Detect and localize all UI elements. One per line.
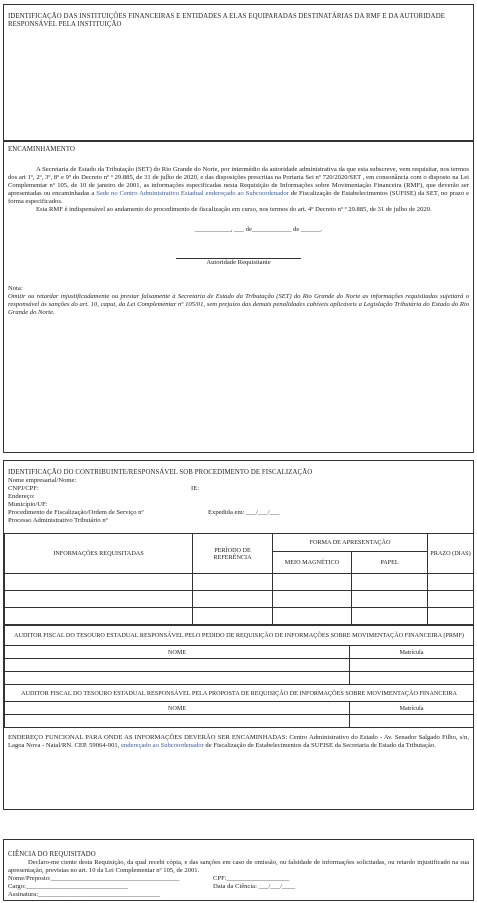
forwarding-paragraph-2: Esta RMF é indispensável ao andamento do procedimento de fiscalização em curso, nos termos do art. 4º Decreto nº º 29.885, de 31 de julho de 2020. [36, 206, 432, 213]
col-reference-period: PERÍODO DE REFERÊNCIA [193, 534, 273, 574]
cargo-field[interactable]: Cargo:_______________________________ [8, 883, 129, 890]
date-line: ___________, ___ de____________ de ______. [194, 226, 323, 233]
preposto-field[interactable]: Nome/Preposto:_______________________________________ [8, 875, 180, 882]
table-row [5, 591, 474, 608]
address-field: Endereço: [8, 493, 35, 500]
col-deadline-days: PRAZO (DIAS) [428, 534, 474, 574]
auditor-prmf-name-header: NOME [5, 646, 350, 659]
forwarding-section [3, 141, 474, 453]
col-paper: PAPEL [352, 552, 428, 574]
procedure-row [8, 509, 469, 517]
institution-title: IDENTIFICAÇÃO DAS INSTITUIÇÕES FINANCEIRAS E ENTIDADES A ELAS EQUIPARADAS DESTINATÁRIAS DA RMF E DA AUTORIDADE RESPONSÁVEL PELA INSTITUIÇÃO [8, 13, 445, 28]
forwarding-paragraph-1-link: Sede no Centro Administrativo Estadual endereçado ao Subcoordenador [96, 190, 289, 197]
table-row [5, 608, 474, 625]
acknowledgment-date-field[interactable]: Data da Ciência: ___/___/____ [213, 883, 296, 890]
process-field: Processo Administrativo Tributário nº [8, 517, 108, 524]
signature-field[interactable]: Assinatura:_____________________________________ [8, 891, 161, 898]
taxpayer-fields [4, 477, 473, 525]
cnpj-field: CNPJ/CPF: [8, 485, 39, 492]
col-presentation-form: FORMA DE APRESENTAÇÃO [273, 534, 428, 552]
cnpj-row [8, 485, 469, 493]
note-text: Omitir ou retardar injustificadamente ou prestar falsamente à Secretaria de Estado da Tributação (SET) do Rio Grande do Norte as informações requisitadas sujeitará o responsável às sanções do art. 10, caput, da Lei Complementar nº 105/01, sem prejuízo das demais penalidades cabíveis aplicáveis a Legislação Tributária do Estado do Rio Grande do Norte. [8, 293, 469, 316]
forwarding-paragraph-1-b: de Fiscalização de Estabelecimentos (SUFISE) da SET, no prazo e forma especificados. [8, 190, 469, 205]
table-row [5, 715, 474, 728]
preposto-row [8, 875, 469, 883]
note-label: Nota: [8, 285, 23, 292]
requested-info-table [4, 533, 474, 625]
auditor-proposal-registration-header: Matrícula [350, 702, 474, 715]
city-field: Município/UF: [8, 501, 48, 508]
delivery-address-link: endereçado ao Subcoordenador [121, 742, 204, 749]
table-row [5, 672, 474, 685]
delivery-address [4, 728, 473, 750]
auditor-prmf-title: AUDITOR FISCAL DO TESOURO ESTADUAL RESPONSÁVEL PELO PEDIDO DE REQUISIÇÃO DE INFORMAÇÕES SOBRE MOVIMENTAÇÃO FINANCEIRA (PRMF) [5, 626, 474, 646]
forwarding-paragraph-1 [4, 154, 473, 206]
auditor-proposal-name-header: NOME [5, 702, 350, 715]
auditor-prmf-table [4, 625, 474, 728]
cpf-field[interactable]: CPF:___________________ [213, 875, 290, 882]
acknowledgment-text: Declaro-me ciente desta Requisição, da qual recebi cópia, e das sanções em caso de omissão, ou falsidade de informações solicitadas, ou retardo injustificado na sua apresentação, previstas no art. 10 da Lei Complementar nº 105, de 2001. [8, 859, 469, 874]
taxpayer-title: IDENTIFICAÇÃO DO CONTRIBUINTE/RESPONSÁVEL SOB PROCEDIMENTO DE FISCALIZAÇÃO [8, 469, 313, 476]
acknowledgment-fields [4, 875, 473, 899]
company-name-field: Nome empresarial/Nome: [8, 477, 77, 484]
auditor-prmf-registration-header: Matrícula [350, 646, 474, 659]
taxpayer-section [3, 460, 474, 810]
procedure-field: Procedimento de Fiscalização/Ordem de Serviço nº [8, 509, 144, 516]
institution-section [3, 4, 474, 141]
col-requested-info: INFORMAÇÕES REQUISITADAS [5, 534, 193, 574]
col-magnetic-media: MEIO MAGNÉTICO [273, 552, 352, 574]
forwarding-title: ENCAMINHAMENTO [8, 146, 75, 153]
table-row [5, 574, 474, 591]
cargo-row [8, 883, 469, 891]
issued-date-field: Expedida em: ___/___/___ [208, 509, 280, 516]
auditor-proposal-title: AUDITOR FISCAL DO TESOURO ESTADUAL RESPONSÁVEL PELA PROPOSTA DE REQUISIÇÃO DE INFORMAÇÕES SOBRE MOVIMENTAÇÃO FINANCEIRA [5, 685, 474, 702]
delivery-address-b: de Fiscalização de Estabelecimentos da SUFISE da Secretaria de Estado da Tributação. [205, 742, 436, 749]
acknowledgment-section [3, 839, 474, 901]
table-row [5, 659, 474, 672]
ie-field: IE: [191, 485, 200, 492]
delivery-address-a: ENDEREÇO FUNCIONAL PARA ONDE AS INFORMAÇÕES DEVERÃO SER ENCAMINHADAS: Centro Administrativo do Estado - Av. Senador Salgado Filho, s/n, Lagoa Nova - Natal/RN. CEP. 59064-901, [8, 734, 469, 749]
signature-label: Autoridade Requisitante [206, 259, 271, 266]
acknowledgment-title: CIÊNCIA DO REQUISITADO [8, 851, 96, 858]
forwarding-paragraph-1-a: A Secretaria de Estado da Tributação (SET) do Rio Grande do Norte, por intermédio da autoridade administrativa da que esta subscreve, vem requisitar, nos termos dos art 1º, 2º, 3º, 8º e 9º do Decreto nº º 29.885, de 31 de julho de 2020, e das disposições prescritas na Portaria Sei nº 720/2020/SET , em consonância com o disposto na Lei Complementar nº 105, de 10 de janeiro de 2001, as informações especificadas nesta Requisição de Informações sobre Movimentação Financeira (RMF), que deverão ser apresentadas ou encaminhadas a [8, 166, 469, 197]
